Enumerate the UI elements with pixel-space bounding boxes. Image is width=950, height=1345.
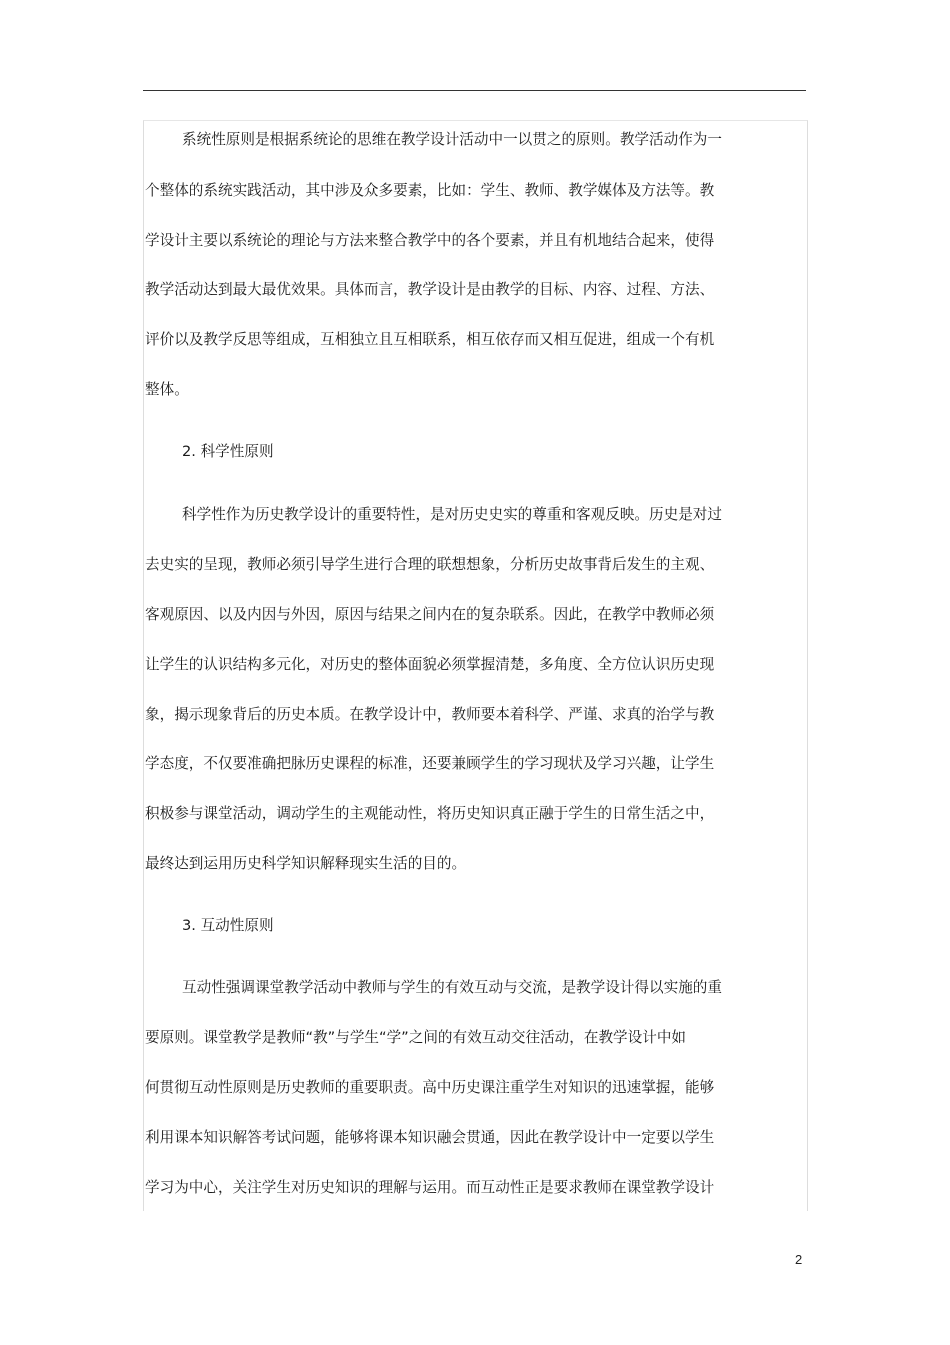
paragraph-line: 要原则。课堂教学是教师“教”与学生“学”之间的有效互动交往活动，在教学设计中如: [145, 1029, 687, 1046]
paragraph-line: 何贯彻互动性原则是历史教师的重要职责。高中历史课注重学生对知识的迅速掌握，能够: [145, 1079, 715, 1096]
header-rule: [143, 90, 806, 91]
paragraph-line: 利用课本知识解答考试问题，能够将课本知识融会贯通，因此在教学设计中一定要以学生: [145, 1129, 715, 1146]
paragraph-line: 系统性原则是根据系统论的思维在教学设计活动中一以贯之的原则。教学活动作为一: [182, 131, 722, 148]
paragraph-line: 个整体的系统实践活动，其中涉及众多要素，比如：学生、教师、教学媒体及方法等。教: [145, 182, 715, 199]
paragraph-line: 学习为中心，关注学生对历史知识的理解与运用。而互动性正是要求教师在课堂教学设计: [145, 1179, 715, 1196]
paragraph-line: 象，揭示现象背后的历史本质。在教学设计中，教师要本着科学、严谨、求真的治学与教: [145, 706, 715, 723]
paragraph-line: 客观原因、以及内因与外因，原因与结果之间内在的复杂联系。因此，在教学中教师必须: [145, 606, 715, 623]
page-number: 2: [795, 1252, 803, 1267]
paragraph-line: 积极参与课堂活动，调动学生的主观能动性，将历史知识真正融于学生的日常生活之中，: [145, 805, 715, 822]
paragraph-line: 教学活动达到最大最优效果。具体而言，教学设计是由教学的目标、内容、过程、方法、: [145, 281, 715, 298]
section-heading: 2. 科学性原则: [182, 443, 274, 460]
paragraph-line: 学设计主要以系统论的理论与方法来整合教学中的各个要素，并且有机地结合起来，使得: [145, 232, 715, 249]
paragraph-line: 科学性作为历史教学设计的重要特性，是对历史史实的尊重和客观反映。历史是对过: [182, 506, 722, 523]
paragraph-line: 整体。: [145, 381, 189, 398]
paragraph-line: 学态度，不仅要准确把脉历史课程的标准，还要兼顾学生的学习现状及学习兴趣，让学生: [145, 755, 715, 772]
paragraph-line: 互动性强调课堂教学活动中教师与学生的有效互动与交流，是教学设计得以实施的重: [182, 979, 722, 996]
paragraph-line: 去史实的呈现，教师必须引导学生进行合理的联想想象，分析历史故事背后发生的主观、: [145, 556, 715, 573]
paragraph-line: 让学生的认识结构多元化，对历史的整体面貌必须掌握清楚，多角度、全方位认识历史现: [145, 656, 715, 673]
paragraph-line: 最终达到运用历史科学知识解释现实生活的目的。: [145, 855, 467, 872]
section-heading: 3. 互动性原则: [182, 917, 274, 934]
paragraph-line: 评价以及教学反思等组成，互相独立且互相联系，相互依存而又相互促进，组成一个有机: [145, 331, 715, 348]
